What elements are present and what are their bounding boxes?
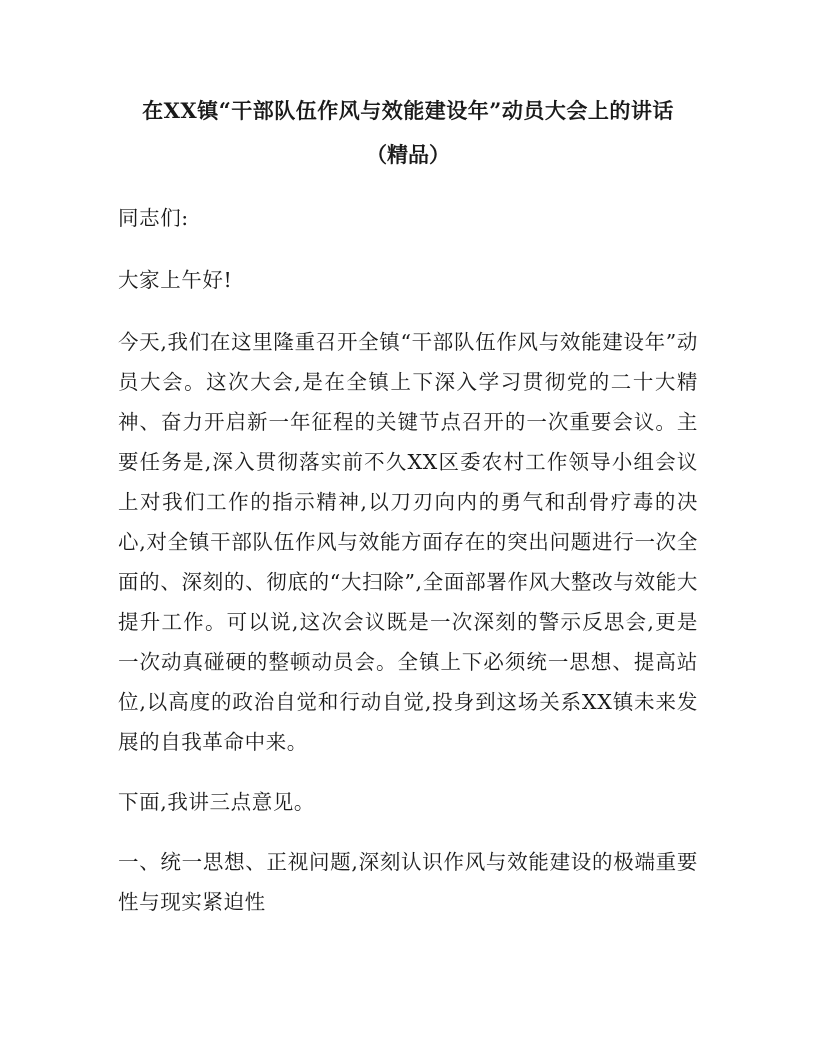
document-subtitle: （精品） bbox=[366, 142, 450, 167]
body-paragraph: 今天,我们在这里隆重召开全镇“干部队伍作风与效能建设年”动员大会。这次大会,是在全镇上下深入学习贯彻党的二十大精神、奋力开启新一年征程的关键节点召开的一次重要会议。主要任务是,深入贯彻落实前不久XX区委农村工作领导小组会议上对我们工作的指示精神,以刀刃向内的勇气和刮骨疗毒的决心,对全镇干部队伍作风与效能方面存在的突出问题进行一次全面的、深刻的、彻底的“大扫除”,全面部署作风大整改与效能大提升工作。可以说,这次会议既是一次深刻的警示反思会,更是一次动真碰硬的整顿动员会。全镇上下必须统一思想、提高站位,以高度的政治自觉和行动自觉,投身到这场关系XX镇未来发展的自我革命中来。 bbox=[118, 330, 698, 754]
greeting: 大家上午好! bbox=[118, 268, 233, 292]
section-heading: 一、统一思想、正视问题,深刻认识作风与效能建设的极端重要性与现实紧迫性 bbox=[118, 850, 698, 914]
document-title: 在XX镇“干部队伍作风与效能建设年”动员大会上的讲话 bbox=[142, 98, 674, 123]
salutation: 同志们: bbox=[118, 206, 189, 230]
transition-paragraph: 下面,我讲三点意见。 bbox=[118, 790, 316, 814]
